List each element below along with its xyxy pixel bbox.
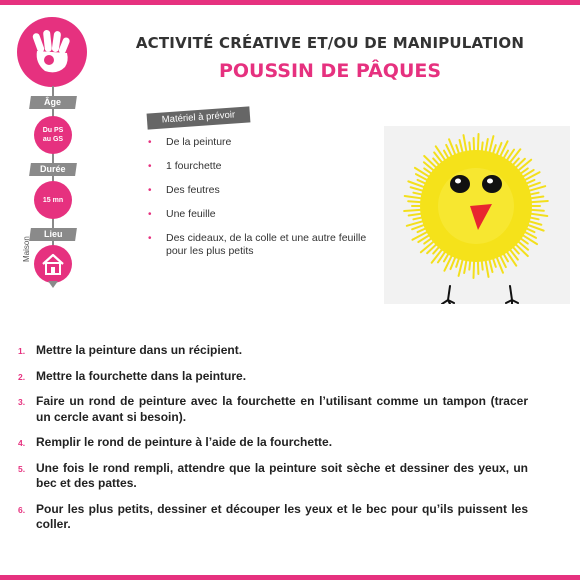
- step-item: 4. Remplir le rond de peinture à l’aide de la fourchette.: [18, 435, 333, 449]
- material-item: • Des feutres: [148, 184, 378, 197]
- duration-badge: 15 mn: [34, 181, 72, 219]
- page-title: POUSSIN DE PÂQUES: [218, 60, 442, 82]
- chick-photo: [384, 126, 570, 304]
- step-item: 1. Mettre la peinture dans un récipient.: [18, 343, 243, 357]
- material-item: • 1 fourchette: [148, 160, 378, 173]
- hand-icon: [17, 17, 87, 87]
- materials-heading: Matériel à prévoir: [147, 106, 251, 129]
- place-value: Maison: [22, 236, 31, 262]
- instruction-steps: [18, 343, 528, 543]
- material-item: • Des cideaux, de la colle et une autre feuille pour les plus petits: [148, 232, 378, 258]
- step-item: 3. Faire un rond de peinture avec la fourchette en l’utilisant comme un tampon (tracer un cercle avant si besoin).: [18, 394, 528, 424]
- place-tag: Lieu: [29, 228, 77, 241]
- rail-arrow: [48, 281, 58, 288]
- activity-category: ACTIVITÉ CRÉATIVE ET/OU DE MANIPULATION: [135, 34, 525, 52]
- house-icon: [34, 245, 72, 283]
- material-item: • Une feuille: [148, 208, 378, 221]
- age-badge: Du PS au GS: [34, 116, 72, 154]
- material-item: • De la peinture: [148, 136, 378, 149]
- chick-illustration: [384, 126, 570, 304]
- step-item: 2. Mettre la fourchette dans la peinture.: [18, 368, 247, 383]
- bottom-accent-bar: [0, 575, 580, 580]
- step-item: 5. Une fois le rond rempli, attendre que la peinture soit sèche et dessiner des yeux, un bec et des pattes.: [18, 460, 528, 490]
- step-item: 6. Pour les plus petits, dessiner et découper les yeux et le bec pour qu’ils puissent les coller.: [18, 501, 528, 531]
- materials-list: [148, 136, 378, 269]
- top-accent-bar: [0, 0, 580, 5]
- duration-tag: Durée: [29, 163, 77, 176]
- age-tag: Âge: [29, 96, 77, 109]
